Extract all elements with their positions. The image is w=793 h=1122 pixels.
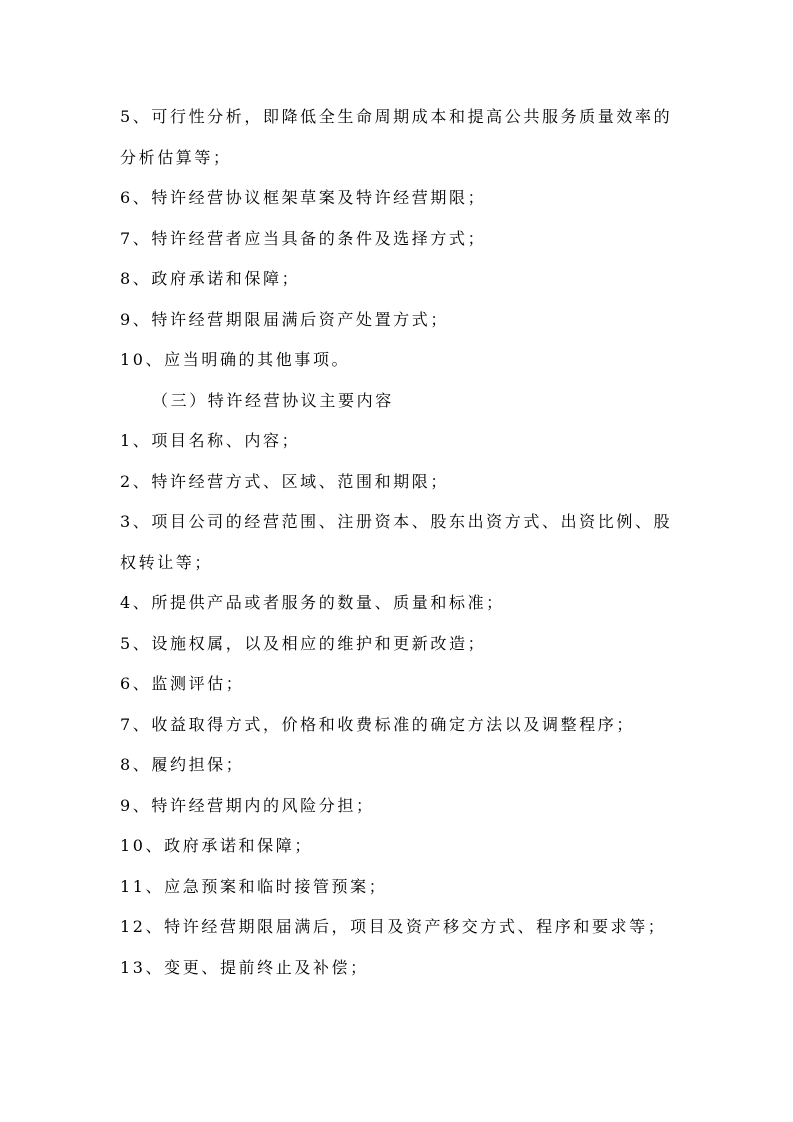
list-item: 12、特许经营期限届满后，项目及资产移交方式、程序和要求等； — [120, 917, 667, 936]
list-item: 9、特许经营期内的风险分担； — [120, 795, 375, 815]
list-item: 2、特许经营方式、区域、范围和期限； — [120, 471, 449, 491]
list-item: 10、应当明确的其他事项。 — [120, 350, 351, 369]
list-item: 11、应急预案和临时接管预案； — [120, 876, 388, 896]
list-item: 13、变更、提前终止及补偿； — [120, 957, 369, 977]
list-item: 1、项目名称、内容； — [120, 431, 301, 450]
list-item: 4、所提供产品或者服务的数量、质量和标准； — [120, 593, 505, 612]
list-item: 7、收益取得方式，价格和收费标准的确定方法以及调整程序； — [120, 714, 635, 734]
list-item: 7、特许经营者应当具备的条件及选择方式； — [120, 228, 487, 248]
list-item: 10、政府承诺和保障； — [120, 836, 313, 855]
list-item: 6、特许经营协议框架草案及特许经营期限； — [120, 188, 487, 207]
document-body — [120, 97, 680, 988]
list-item: 8、履约担保； — [120, 755, 245, 774]
list-item: 3、项目公司的经营范围、注册资本、股东出资方式、出资比例、股 — [120, 512, 673, 531]
list-item: 9、特许经营期限届满后资产处置方式； — [120, 309, 449, 329]
list-item: 5、可行性分析，即降低全生命周期成本和提高公共服务质量效率的 — [120, 107, 673, 126]
section-heading: （三）特许经营协议主要内容 — [152, 390, 394, 410]
list-item-continuation: 分析估算等； — [120, 147, 232, 167]
list-item: 5、设施权属，以及相应的维护和更新改造； — [120, 633, 487, 653]
list-item-continuation: 权转让等； — [120, 552, 214, 572]
list-item: 8、政府承诺和保障； — [120, 269, 301, 288]
list-item: 6、监测评估； — [120, 674, 245, 693]
